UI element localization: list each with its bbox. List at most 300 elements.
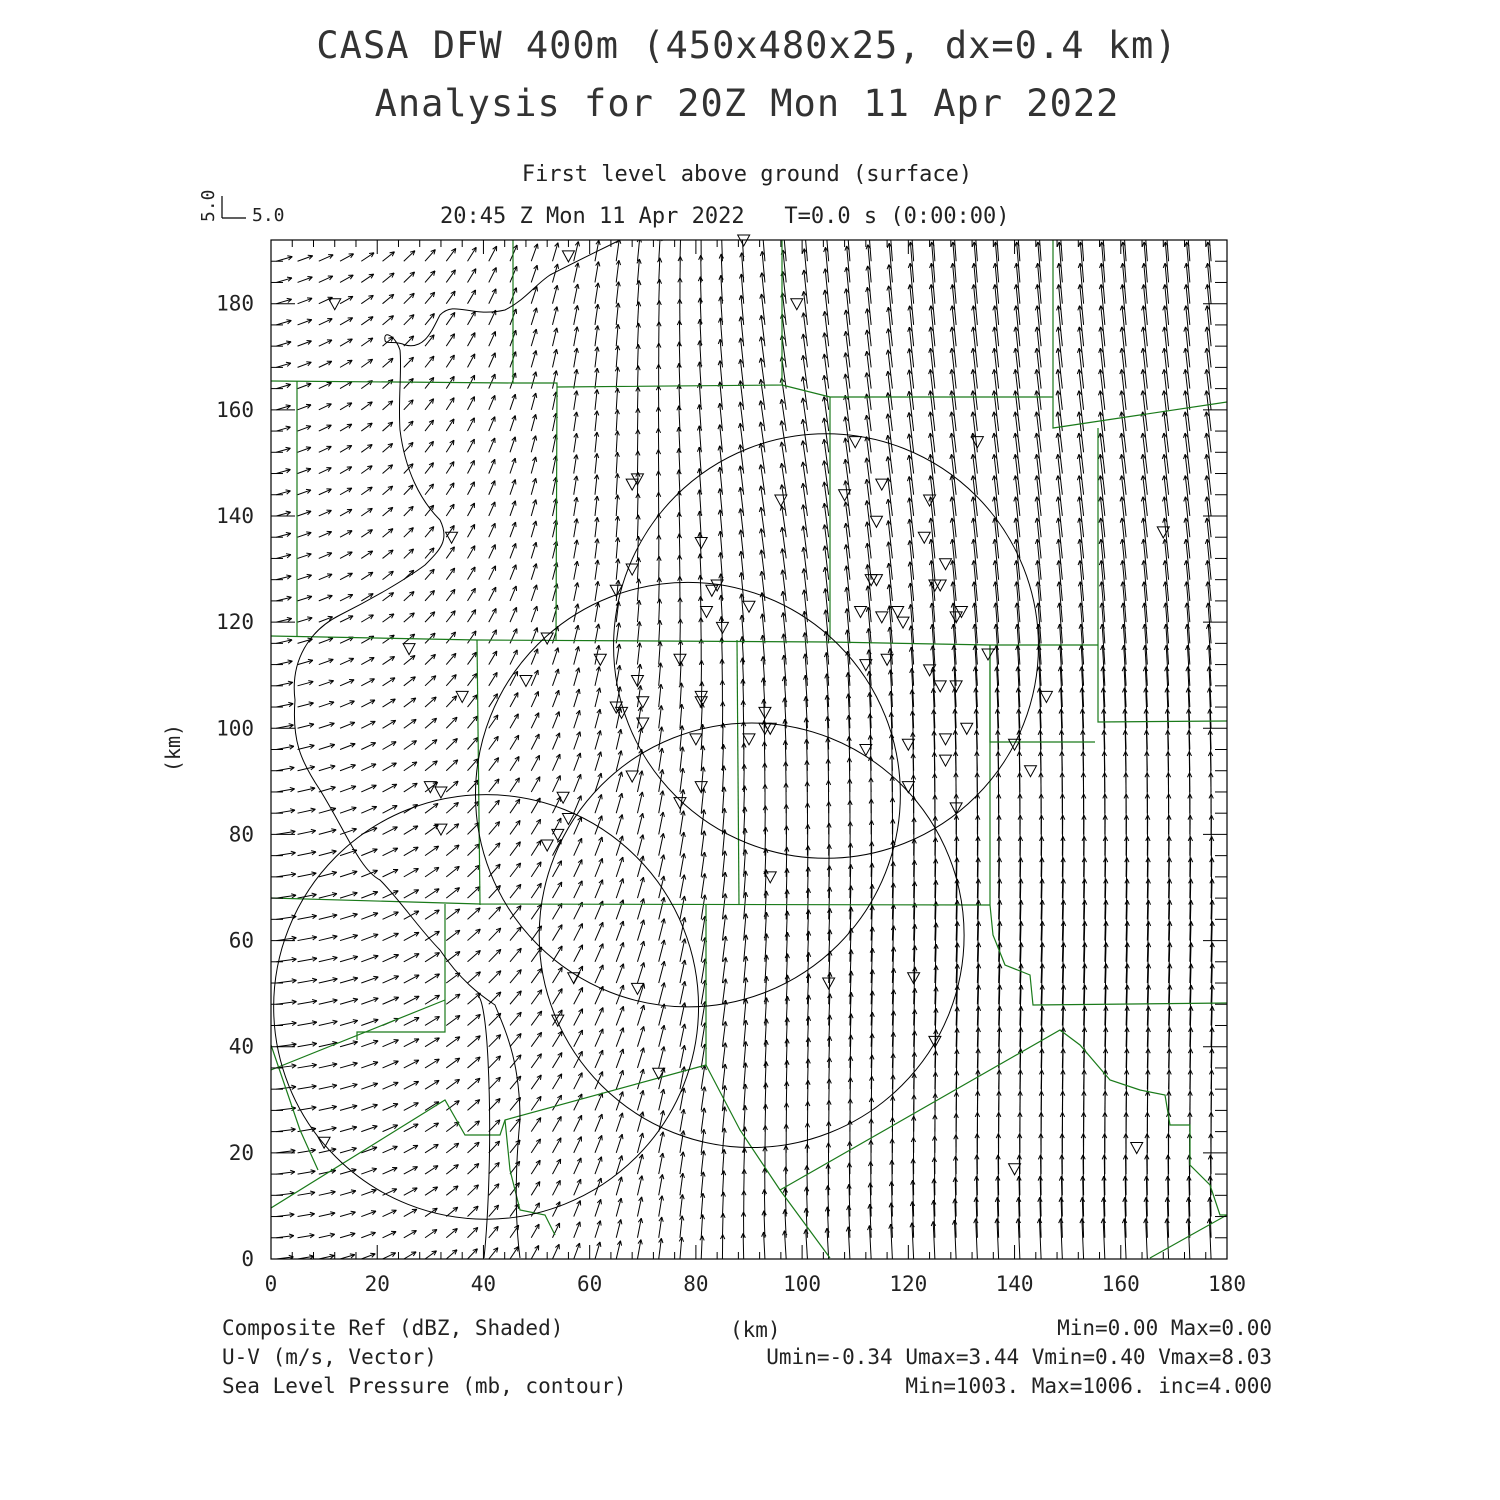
x-tick-label: 80 [683,1272,709,1296]
x-axis-label: (km) [730,1318,781,1342]
wind-vector [594,411,598,431]
wind-vector [552,1159,560,1174]
wind-vector [298,489,311,494]
wind-vector [531,777,540,792]
wind-vector [552,967,562,983]
wind-vector [340,1233,355,1238]
wind-vector [616,772,622,792]
wind-vector [361,1104,377,1110]
station-marker [403,644,415,655]
wind-vector [659,897,665,919]
wind-vector [659,983,666,1005]
wind-vector [383,806,398,814]
wind-vector [489,1077,501,1089]
wind-vector [637,280,641,303]
wind-vector [656,450,660,474]
wind-vector [361,338,373,346]
wind-vector [637,238,641,261]
wind-vector [361,913,378,920]
wind-vector [468,546,475,559]
wind-vector [468,972,481,983]
wind-vector [425,676,436,686]
wind-vector [298,1021,317,1026]
wind-vector [510,714,518,728]
wind-vector [276,660,292,665]
wind-vector [340,552,352,558]
wind-vector [657,258,661,283]
wind-vector [1208,709,1212,749]
pressure-contours [294,240,620,1258]
wind-vector [361,615,373,622]
wind-vector [340,807,356,813]
wind-vector [574,987,583,1004]
wind-vector [383,912,399,919]
station-marker [446,532,458,543]
wind-vector [446,952,460,962]
wind-vector [319,765,335,771]
wind-vector [383,294,394,303]
wind-vector [276,320,291,325]
wind-vector [361,955,378,962]
y-tick-label: 140 [216,503,254,528]
wind-vector [531,1224,539,1238]
station-marker [456,691,468,702]
county-line [990,905,1227,1005]
wind-vector [383,614,394,622]
wind-vector [574,391,578,410]
wind-vector [361,721,375,728]
wind-vector [616,836,623,856]
wind-vector [383,337,394,346]
wind-vector [552,775,560,792]
wind-vector [489,630,497,644]
wind-vector [595,304,599,325]
wind-vector [615,537,619,558]
wind-vector [510,543,516,558]
wind-vector [574,348,579,367]
wind-vector [298,872,317,877]
wind-vector [595,1050,603,1068]
wind-vector [468,1206,479,1216]
wind-vector [319,638,333,644]
station-marker [1009,1164,1021,1175]
wind-vector [510,1076,521,1089]
wind-vector [616,1049,623,1068]
wind-vector [636,387,640,410]
wind-vector [298,787,315,792]
wind-vector [298,426,311,431]
wind-vector [361,1125,377,1131]
wind-vector [276,809,295,814]
wind-vector [574,817,582,835]
y-tick-label: 120 [216,610,254,635]
wind-vector [468,354,475,367]
chart-subtitle-analysis: Analysis for 20Z Mon 11 Apr 2022 [374,82,1120,125]
wind-vector [319,1212,335,1217]
wind-vector [636,323,640,346]
wind-vector [425,718,437,728]
wind-vector [659,833,665,855]
wind-vector [340,722,355,728]
wind-vector [659,1153,664,1174]
wind-vector [510,884,521,898]
wind-vector [404,549,414,559]
wind-vector [721,1192,725,1217]
wind-vector [319,701,334,707]
wind-vector [340,1126,357,1132]
wind-vector [489,1120,500,1132]
wind-vector [425,803,438,813]
wind-vector [383,784,397,792]
wind-vector [276,745,294,750]
wind-vector [276,617,291,622]
wind-vector [574,476,578,495]
county-line [357,904,445,1040]
wind-vector [489,1205,499,1217]
wind-vector [656,492,660,516]
wind-vector [616,900,624,920]
wind-vector [319,723,335,729]
wind-vector [952,688,956,728]
station-marker [775,495,787,506]
wind-vector [298,829,316,834]
wind-vector [340,296,353,303]
wind-vector [701,1065,706,1089]
wind-vector [446,1250,457,1259]
wind-vector [637,962,644,983]
wind-vector [319,255,333,262]
wind-vector [468,1227,478,1237]
wind-vector [425,1017,439,1026]
wind-vector [637,1048,644,1068]
wind-vector [404,613,415,622]
wind-vector [595,837,603,856]
wind-vector [383,678,395,686]
wind-vector [468,290,476,304]
wind-vector [615,516,619,537]
wind-vector [574,433,578,452]
wind-vector [361,764,376,771]
wind-vector [319,914,337,920]
wind-vector [510,820,520,834]
station-marker [1024,766,1036,777]
wind-vector [383,742,397,750]
wind-vector [700,1193,704,1216]
wind-vector [298,936,317,941]
wind-vector [616,1198,622,1216]
wind-vector [531,414,536,431]
wind-vector [468,716,478,728]
wind-vector [425,1102,439,1111]
station-marker [701,607,713,618]
wind-vector [425,612,435,622]
wind-vector [659,1132,665,1153]
wind-vector [595,1157,602,1174]
wind-vector [319,786,336,792]
wind-vector [636,366,640,389]
wind-vector [595,858,603,877]
y-axis-label: (km) [161,723,185,773]
wind-vector [298,808,316,813]
station-marker [961,723,973,734]
station-marker [674,798,686,809]
wind-vector [552,861,561,877]
wind-vector [468,503,475,516]
wind-vector [446,1079,459,1089]
station-marker [562,251,574,262]
wind-vector [574,732,581,750]
wind-vector [722,1128,726,1153]
wind-vector [446,696,456,707]
station-marker [690,734,702,745]
wind-vector [531,457,536,474]
wind-vector [361,1040,378,1046]
wind-vector [446,994,460,1004]
wind-vector [552,989,562,1005]
wind-vector [680,1003,686,1026]
wind-vector [446,547,454,559]
wind-vector [595,880,603,898]
wind-vector [276,447,290,452]
wind-vector [574,860,582,877]
wind-vector [361,423,372,431]
wind-vector [361,274,373,282]
wind-vector [276,469,290,474]
wind-vector [361,1083,377,1089]
wind-vector [425,654,435,664]
wind-vector [446,653,456,664]
wind-vector [616,1070,623,1089]
wind-vector [489,672,497,685]
wind-vector [657,556,661,579]
wind-vector [637,1176,643,1196]
wind-vector [510,394,516,410]
wind-vector [340,360,352,367]
wind-vector [276,277,292,282]
wind-vector [932,710,936,750]
wind-vector [657,343,661,367]
wind-vector [446,760,457,771]
station-marker [934,681,946,692]
wind-vector [510,479,516,494]
wind-vector [656,428,660,452]
wind-vector [319,531,332,537]
wind-vector [531,691,538,707]
wind-vector [595,794,602,813]
wind-vector [552,1202,559,1217]
wind-vector [468,780,479,792]
wind-vector [489,971,501,983]
wind-vector [659,1217,664,1238]
wind-vector [404,954,419,962]
wind-vector [361,891,377,898]
wind-vector [595,603,600,623]
wind-vector [637,877,644,898]
wind-vector [276,724,293,729]
station-marker [849,437,861,448]
wind-vector [510,245,517,261]
wind-vector [616,282,620,304]
wind-vector [425,633,435,643]
wind-vector [468,844,480,856]
wind-vector [446,462,454,474]
wind-vector [552,285,558,303]
wind-vector [552,882,561,898]
wind-vector [489,1035,501,1047]
wind-vector [510,1247,518,1259]
wind-vector [531,478,536,494]
wind-vector [616,1134,623,1153]
wind-vector [637,1154,643,1174]
wind-vector [446,675,456,686]
wind-vector [552,669,559,686]
wind-vector [298,851,316,856]
wind-vector [383,252,395,261]
wind-vector [1102,709,1106,749]
wind-vector [468,801,479,813]
wind-vector [319,1105,337,1110]
wind-vector [383,1210,397,1216]
wind-vector [340,1105,357,1111]
y-tick-label: 40 [228,1034,254,1059]
wind-vector [489,353,496,368]
wind-vector [340,424,352,431]
wind-vector [659,1238,663,1259]
wind-vector [383,1104,398,1111]
wind-vector [298,1063,317,1068]
wind-vector [298,447,311,452]
wind-vector [531,862,541,877]
wind-vector [658,684,662,707]
wind-vector [531,606,537,622]
wind-vector [340,892,357,898]
wind-vector [276,575,291,580]
wind-vector [298,404,311,410]
station-marker [626,479,638,490]
wind-vector [595,752,602,771]
wind-vector [701,810,706,835]
wind-vector [680,939,686,962]
wind-vector [659,1196,664,1217]
wind-vector [446,802,458,813]
wind-vector [446,717,457,728]
wind-vector [446,398,454,410]
wind-vector [531,1096,541,1110]
wind-vector [594,453,598,473]
wind-vector [595,773,602,792]
wind-vector [701,1108,706,1132]
wind-vector [531,436,536,453]
wind-vector [637,1218,642,1238]
wind-vector [489,822,500,835]
wind-vector [510,756,519,770]
wind-vector [298,574,312,579]
wind-vector [510,629,517,644]
wind-vector [425,697,436,707]
wind-vector [319,361,332,367]
wind-vector [319,1063,337,1068]
wind-vector [425,505,434,516]
wind-vector [489,374,496,389]
wind-vector [361,295,373,303]
station-marker [940,559,952,570]
station-marker [1131,1143,1143,1154]
wind-vector [361,976,378,983]
wind-vector [637,621,641,643]
wind-vector [383,848,398,855]
wind-vector [425,1187,438,1195]
wind-vector [953,709,957,749]
wind-vector [489,481,495,495]
wind-vector [468,1142,480,1153]
wind-vector [574,284,579,304]
wind-vector [361,572,373,579]
wind-vector [574,305,579,325]
wind-vector [489,587,496,601]
wind-vector [531,1139,540,1153]
wind-vector [680,1194,684,1216]
wind-vector [361,466,372,474]
wind-vector [319,489,332,495]
wind-vector [425,1059,439,1068]
wind-vector [361,1211,376,1217]
wind-vector [531,670,538,686]
wind-vector [383,1253,396,1259]
wind-vector [383,656,395,664]
wind-vector [468,1249,478,1259]
county-line [782,385,1053,397]
wind-vector [383,550,394,558]
wind-vector [425,420,434,431]
wind-vector [616,1219,622,1237]
wind-vector [383,593,394,601]
wind-vector [489,566,496,580]
y-tick-label: 180 [216,291,254,316]
wind-vector [361,700,375,707]
wind-vector [361,806,376,813]
wind-vector [1123,709,1127,749]
wind-vector [425,974,440,983]
wind-vector [531,1118,541,1132]
wind-vector [659,1004,666,1026]
wind-vector [616,303,620,325]
wind-vector [595,730,601,749]
wind-vector [680,832,685,856]
wind-vector [446,1165,458,1175]
wind-vector [701,1172,705,1195]
x-tick-label: 0 [264,1272,278,1296]
wind-vector [340,1254,355,1259]
wind-vector [425,1166,438,1174]
wind-vector [656,407,660,431]
wind-vector [637,1240,642,1259]
legend-wind: U-V (m/s, Vector) [222,1345,437,1369]
wind-vector [552,1074,561,1089]
wind-vector [383,1231,396,1237]
wind-vector [425,590,434,600]
wind-vector [531,883,541,898]
wind-vector [340,573,352,579]
wind-vector [489,1162,500,1174]
wind-vector [340,1147,356,1153]
wind-vector [552,733,559,750]
wind-vector [595,347,599,368]
wind-vector [425,313,434,324]
station-marker [940,755,952,766]
wind-vector [298,681,314,686]
wind-vector [531,350,537,367]
wind-vector [489,949,501,961]
